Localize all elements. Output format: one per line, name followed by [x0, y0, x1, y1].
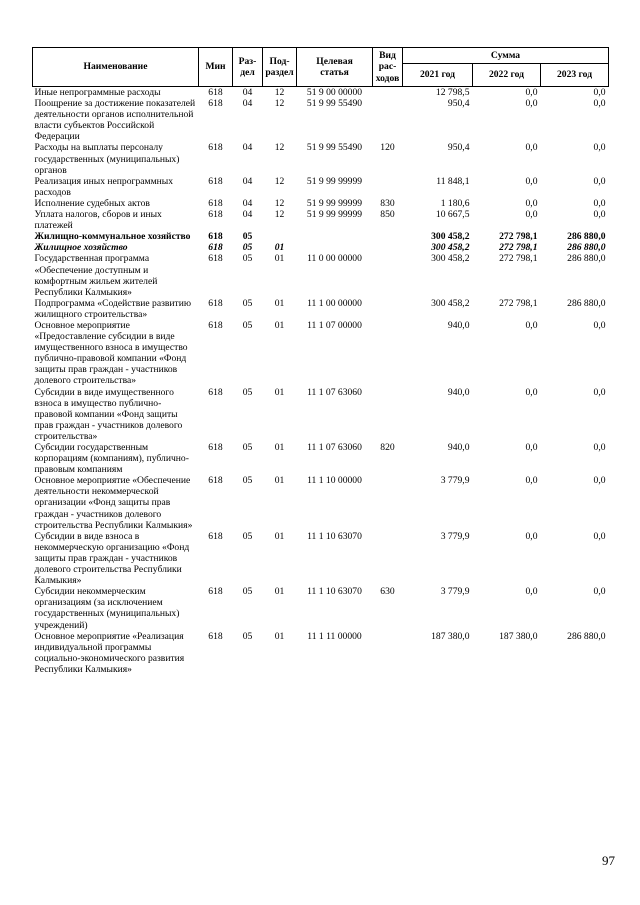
cell-vid	[373, 253, 403, 297]
header-name-text: Наименование	[83, 61, 148, 73]
cell-vid	[373, 98, 403, 142]
header-year-2022-text: 2022 год	[488, 69, 525, 81]
cell-razdel: 05	[242, 297, 253, 309]
header-year-2022	[473, 64, 541, 87]
cell-2021: 3 779,9	[440, 475, 470, 487]
cell-target: 11 1 07 00000	[307, 319, 362, 331]
cell-podrazdel: 01	[274, 297, 285, 309]
cell-target: 11 1 07 63060	[307, 386, 362, 398]
cell-target	[297, 242, 373, 253]
cell-target: 51 9 99 99999	[306, 175, 363, 187]
cell-name: Расходы на выплаты персоналу государственных (муниципальных) органов	[34, 142, 180, 176]
cell-min: 618	[208, 197, 223, 209]
cell-target: 11 1 10 63070	[307, 530, 362, 542]
cell-2022: 272 798,1	[499, 253, 538, 265]
cell-name: Основное мероприятие «Реализация индивидуальной программы социально-экономического развития Республики Калмыкия»	[34, 630, 185, 675]
cell-min: 618	[208, 209, 223, 221]
table-row	[33, 631, 609, 675]
cell-2023: 0,0	[593, 586, 606, 598]
cell-2021: 187 380,0	[431, 630, 470, 642]
cell-2023: 286 880,0	[567, 297, 606, 309]
cell-vid	[373, 631, 403, 675]
cell-podrazdel: 01	[274, 530, 285, 542]
cell-podrazdel: 01	[274, 319, 285, 331]
header-sum	[403, 48, 609, 64]
cell-name: Субсидии государственным корпорациям (компаниям), публично-правовым компаниям	[34, 442, 189, 476]
header-target	[297, 48, 373, 87]
cell-podrazdel: 12	[274, 98, 285, 110]
header-target-text: Целевая статья	[316, 55, 353, 78]
cell-2023: 286 880,0	[567, 253, 606, 265]
cell-podrazdel: 01	[274, 253, 285, 265]
cell-target: 11 1 11 00000	[307, 630, 362, 642]
cell-target: 11 1 07 63060	[307, 442, 362, 453]
cell-name: Поощрение за достижение показателей деятельности органов исполнительной власти субъектов Российской Федерации	[34, 98, 196, 143]
table-row	[33, 442, 609, 475]
header-podrazdel	[263, 48, 297, 87]
table-row	[33, 209, 609, 231]
cell-2022: 0,0	[525, 98, 538, 110]
cell-vid	[373, 231, 403, 242]
cell-razdel: 05	[242, 231, 253, 243]
header-sum-text: Сумма	[490, 49, 521, 61]
cell-razdel: 04	[242, 98, 253, 110]
table-row	[33, 142, 609, 175]
cell-name: Исполнение судебных актов	[34, 197, 150, 209]
cell-2021: 3 779,9	[440, 586, 470, 598]
cell-name: Подпрограмма «Содействие развитию жилищного строительства»	[34, 297, 192, 320]
header-min-text: Мин	[205, 61, 226, 73]
page-number: 97	[602, 853, 615, 868]
cell-vid	[373, 531, 403, 586]
cell-2023: 286 880,0	[567, 231, 606, 243]
cell-2023: 0,0	[593, 142, 606, 154]
header-year-2021	[403, 64, 473, 87]
cell-podrazdel: 01	[274, 242, 285, 254]
cell-min: 618	[208, 175, 223, 187]
cell-target: 51 9 99 55490	[306, 142, 363, 154]
cell-name: Реализация иных непрограммных расходов	[34, 175, 174, 198]
cell-name: Субсидии в виде имущественного взноса в имущество публично-правовой компании «Фонд защиты прав граждан - участников долевого строительства»	[34, 386, 183, 442]
header-razdel	[233, 48, 263, 87]
cell-razdel: 05	[242, 386, 253, 398]
cell-min: 618	[208, 319, 223, 331]
cell-2023: 0,0	[593, 386, 606, 398]
cell-vid: 830	[380, 197, 395, 209]
table-row	[33, 98, 609, 142]
header-min	[199, 48, 233, 87]
cell-2021: 11 848,1	[436, 175, 470, 187]
cell-vid	[373, 242, 403, 253]
table-row	[33, 242, 609, 253]
cell-razdel: 05	[242, 253, 253, 265]
cell-min: 618	[208, 530, 223, 542]
cell-podrazdel	[263, 231, 297, 242]
cell-min: 618	[208, 87, 223, 98]
cell-podrazdel: 01	[274, 442, 285, 453]
cell-razdel: 04	[242, 209, 253, 221]
cell-2023: 286 880,0	[567, 242, 606, 254]
table-row	[33, 253, 609, 297]
cell-2023: 0,0	[593, 475, 606, 487]
cell-podrazdel: 12	[274, 209, 285, 221]
cell-podrazdel: 01	[274, 630, 285, 642]
table-row	[33, 475, 609, 530]
cell-target: 11 1 10 63070	[307, 586, 362, 598]
cell-name: Субсидии некоммерческим организациям (за исключением государственных (муниципальных) учреждений)	[34, 586, 180, 631]
cell-min: 618	[208, 231, 223, 243]
cell-2021: 940,0	[447, 319, 470, 331]
cell-2022: 272 798,1	[499, 297, 538, 309]
cell-2022: 272 798,1	[499, 242, 538, 254]
cell-razdel: 05	[242, 475, 253, 487]
cell-target	[297, 231, 373, 242]
cell-podrazdel: 01	[274, 586, 285, 598]
table-row	[33, 320, 609, 387]
cell-name: Жилищно-коммунальное хозяйство	[34, 231, 191, 243]
cell-2022: 0,0	[525, 175, 538, 187]
cell-2021: 940,0	[447, 386, 470, 398]
budget-table	[32, 47, 609, 675]
header-podrazdel-text: Под- раздел	[265, 55, 294, 78]
cell-min: 618	[208, 253, 223, 265]
cell-2023: 0,0	[593, 197, 606, 209]
cell-name: Основное мероприятие «Обеспечение деятельности некоммерческой организации «Фонд защиты прав граждан - участников долевого строительства Республики Калмыкия»	[34, 475, 193, 531]
table-row	[33, 231, 609, 242]
cell-razdel: 04	[242, 175, 253, 187]
cell-target: 51 9 99 99999	[306, 197, 363, 209]
cell-target: 11 1 00 00000	[307, 297, 362, 309]
cell-min: 618	[208, 98, 223, 110]
cell-2022: 0,0	[525, 386, 538, 398]
cell-razdel: 05	[242, 586, 253, 598]
cell-2022: 0,0	[525, 197, 538, 209]
cell-podrazdel: 01	[274, 386, 285, 398]
header-year-2021-text: 2021 год	[419, 69, 456, 81]
cell-2023: 0,0	[593, 87, 606, 98]
table-row	[33, 586, 609, 630]
cell-min: 618	[208, 386, 223, 398]
cell-2022: 0,0	[525, 586, 538, 598]
cell-2021: 10 667,5	[435, 209, 470, 221]
cell-podrazdel: 12	[274, 87, 285, 98]
cell-razdel: 05	[242, 630, 253, 642]
cell-2021: 300 458,2	[431, 297, 470, 309]
cell-razdel: 05	[242, 442, 253, 453]
cell-2022: 0,0	[525, 475, 538, 487]
cell-min: 618	[208, 442, 223, 453]
cell-razdel: 04	[242, 197, 253, 209]
cell-min: 618	[208, 475, 223, 487]
cell-2023: 0,0	[593, 442, 606, 453]
cell-2021: 950,4	[447, 98, 470, 110]
cell-vid	[373, 475, 403, 530]
cell-podrazdel: 12	[274, 142, 285, 154]
cell-min: 618	[208, 586, 223, 598]
cell-razdel: 05	[242, 242, 253, 254]
header-year-2023	[541, 64, 609, 87]
cell-2021: 1 180,6	[440, 197, 470, 209]
cell-min: 618	[208, 297, 223, 309]
cell-name: Основное мероприятие «Предоставление субсидии в виде имущественного взноса в имущество публично-правовой компании «Фонд защиты прав граждан - участников долевого строительства»	[34, 319, 188, 387]
cell-2023: 0,0	[593, 530, 606, 542]
cell-vid	[373, 87, 403, 99]
cell-2022: 0,0	[525, 142, 538, 154]
cell-vid	[373, 176, 403, 198]
cell-2023: 0,0	[593, 98, 606, 110]
cell-vid: 120	[380, 142, 395, 154]
cell-podrazdel: 01	[274, 475, 285, 487]
cell-min: 618	[208, 630, 223, 642]
cell-name: Жилищное хозяйство	[34, 242, 128, 254]
cell-2023: 0,0	[593, 319, 606, 331]
cell-razdel: 05	[242, 319, 253, 331]
cell-razdel: 04	[242, 142, 253, 154]
cell-2023: 0,0	[593, 209, 606, 221]
header-year-2023-text: 2023 год	[556, 69, 593, 81]
cell-2021: 940,0	[447, 442, 470, 453]
cell-name: Иные непрограммные расходы	[34, 87, 161, 98]
cell-2022: 187 380,0	[499, 630, 538, 642]
cell-razdel: 04	[242, 87, 253, 98]
table-header	[33, 48, 609, 87]
table-row	[33, 87, 609, 99]
cell-name: Уплата налогов, сборов и иных платежей	[34, 209, 162, 232]
cell-2023: 0,0	[593, 175, 606, 187]
header-name	[33, 48, 199, 87]
table-row	[33, 531, 609, 586]
cell-2022: 0,0	[525, 442, 538, 453]
table-row	[33, 198, 609, 209]
cell-min: 618	[208, 142, 223, 154]
cell-vid: 820	[380, 442, 395, 453]
cell-target: 11 1 10 00000	[307, 475, 362, 487]
cell-name: Государственная программа «Обеспечение доступным и комфортным жильем жителей Республики Калмыкия»	[34, 253, 158, 298]
cell-vid	[373, 320, 403, 387]
cell-target: 51 9 00 00000	[306, 87, 363, 98]
cell-2021: 300 458,2	[431, 242, 470, 254]
cell-target: 51 9 99 55490	[306, 98, 363, 110]
cell-vid: 850	[380, 209, 395, 221]
cell-2022: 0,0	[525, 209, 538, 221]
cell-name: Субсидии в виде взноса в некоммерческую организацию «Фонд защиты прав граждан - участников долевого строительства Республики Калмыкия»	[34, 530, 190, 587]
table-row	[33, 387, 609, 442]
cell-podrazdel: 12	[274, 175, 285, 187]
cell-vid	[373, 298, 403, 320]
cell-2022: 272 798,1	[499, 231, 538, 243]
cell-2022: 0,0	[525, 530, 538, 542]
table-body	[33, 87, 609, 675]
cell-2021: 12 798,5	[435, 87, 470, 98]
header-vid-text: Вид рас- ходов	[375, 50, 400, 84]
cell-podrazdel: 12	[274, 197, 285, 209]
cell-vid: 630	[380, 586, 395, 598]
table-row	[33, 176, 609, 198]
cell-2021: 300 458,2	[431, 253, 470, 265]
cell-target: 51 9 99 99999	[306, 209, 363, 221]
table-row	[33, 298, 609, 320]
header-vid	[373, 48, 403, 87]
cell-target: 11 0 00 00000	[307, 253, 362, 265]
cell-2022: 0,0	[525, 319, 538, 331]
cell-vid	[373, 387, 403, 442]
cell-min: 618	[208, 242, 223, 254]
cell-2023: 286 880,0	[567, 630, 606, 642]
cell-2021: 3 779,9	[440, 530, 470, 542]
cell-2021: 300 458,2	[431, 231, 470, 243]
header-razdel-text: Раз- дел	[238, 55, 257, 78]
cell-razdel: 05	[242, 530, 253, 542]
cell-2021: 950,4	[447, 142, 470, 154]
cell-2022: 0,0	[525, 87, 538, 98]
